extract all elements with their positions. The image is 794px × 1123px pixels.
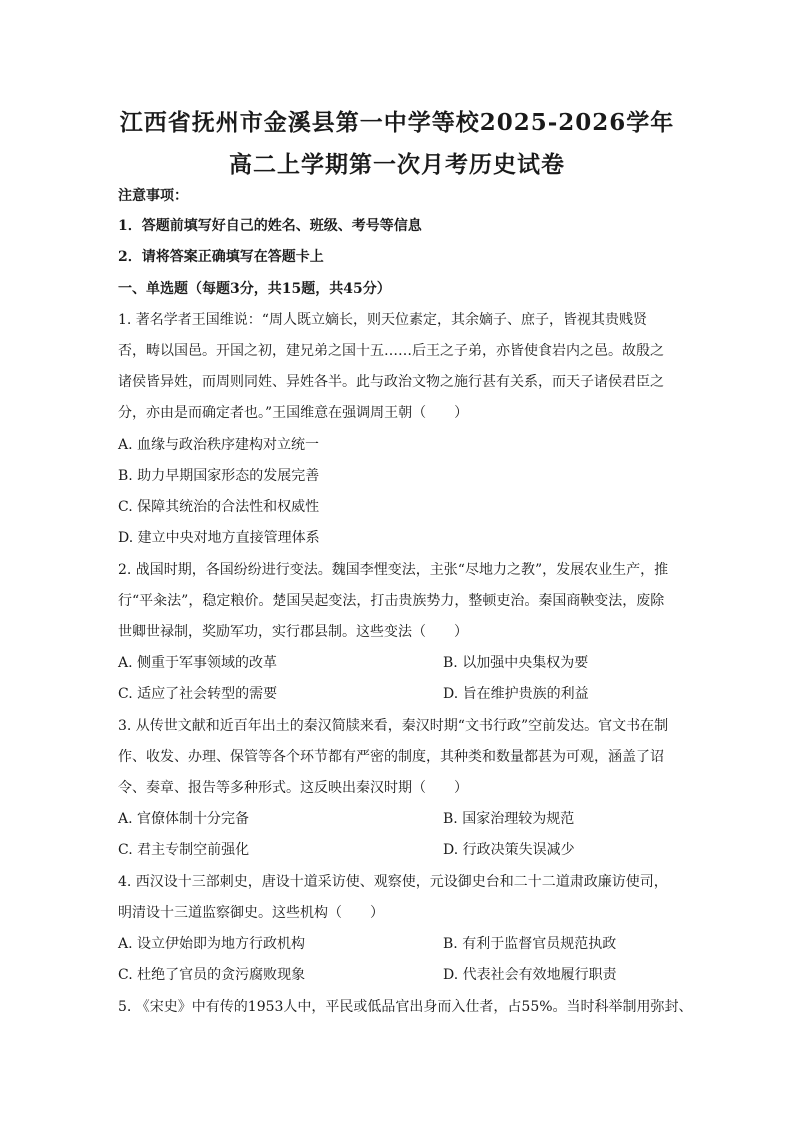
q2-stem-line: 世卿世禄制，奖励军功，实行郡县制。这些变法（ ） [118,624,468,640]
q3-stem-line: 3. 从传世文献和近百年出土的秦汉简牍来看，秦汉时期“文书行政”空前发达。官文书在制 [118,718,669,734]
q1-option-b: B. 助力早期国家形态的发展完善 [118,468,320,484]
q1-stem-line: 否，畴以国邑。开国之初，建兄弟之国十五……后王之子弟，亦皆使食岩内之邑。故殷之 [118,343,664,359]
notes-item-2: 2．请将答案正确填写在答题卡上 [118,249,324,265]
q2-option-d: D. 旨在维护贵族的利益 [443,686,589,702]
q3-option-d: D. 行政决策失误减少 [443,842,575,858]
q3-option-b: B. 国家治理较为规范 [443,811,575,827]
q4-option-b: B. 有利于监督官员规范执政 [443,936,617,952]
q4-option-a: A. 设立伊始即为地方行政机构 [118,936,306,952]
q4-option-d: D. 代表社会有效地履行职责 [443,967,617,983]
notes-heading: 注意事项： [118,188,188,204]
q5-stem-line: 5. 《宋史》中有传的1953人中，平民或低品官出身而入仕者，占55%。当时科举制用弥封、 [118,999,693,1015]
q1-option-a: A. 血缘与政治秩序建构对立统一 [118,437,320,453]
q4-option-c: C. 杜绝了官员的贪污腐败现象 [118,967,306,983]
q4-stem-line: 明清设十三道监察御史。这些机构（ ） [118,905,384,921]
q2-option-b: B. 以加强中央集权为要 [443,655,589,671]
q2-stem-line: 行“平籴法”，稳定粮价。楚国吴起变法，打击贵族势力，整顿吏治。秦国商鞅变法，废除 [118,593,665,609]
q3-stem-line: 令、奏章、报告等多种形式。这反映出秦汉时期（ ） [118,780,468,796]
q1-option-d: D. 建立中央对地方直接管理体系 [118,530,320,546]
q1-stem-line: 诸侯皆异姓，而周则同姓、异姓各半。此与政治文物之施行甚有关系，而天子诸侯君臣之 [118,374,664,390]
exam-title-line1: 江西省抚州市金溪县第一中学等校2025-2026学年 [119,109,675,136]
q2-stem-line: 2. 战国时期，各国纷纷进行变法。魏国李悝变法，主张“尽地力之教”，发展农业生产，推 [118,562,669,578]
q3-option-c: C. 君主专制空前强化 [118,842,250,858]
q1-stem-line: 分，亦由是而确定者也。”王国维意在强调周王朝（ ） [118,405,469,421]
notes-item-1: 1．答题前填写好自己的姓名、班级、考号等信息 [118,218,422,234]
q1-option-c: C. 保障其统治的合法性和权威性 [118,499,320,515]
q1-stem-line: 1. 著名学者王国维说：“周人既立嫡长，则天位素定，其余嫡子、庶子，皆视其贵贱贤 [118,312,647,328]
q2-option-c: C. 适应了社会转型的需要 [118,686,278,702]
q3-option-a: A. 官僚体制十分完备 [118,811,250,827]
q3-stem-line: 作、收发、办理、保管等各个环节都有严密的制度，其种类和数量都甚为可观，涵盖了诏 [118,749,664,765]
section1-heading: 一、单选题（每题3分，共15题，共45分） [118,281,391,297]
q4-stem-line: 4. 西汉设十三部刺史，唐设十道采访使、观察使，元设御史台和二十二道肃政廉访使司， [118,874,668,890]
exam-title-line2: 高二上学期第一次月考历史试卷 [229,151,565,178]
q2-option-a: A. 侧重于军事领域的改革 [118,655,278,671]
